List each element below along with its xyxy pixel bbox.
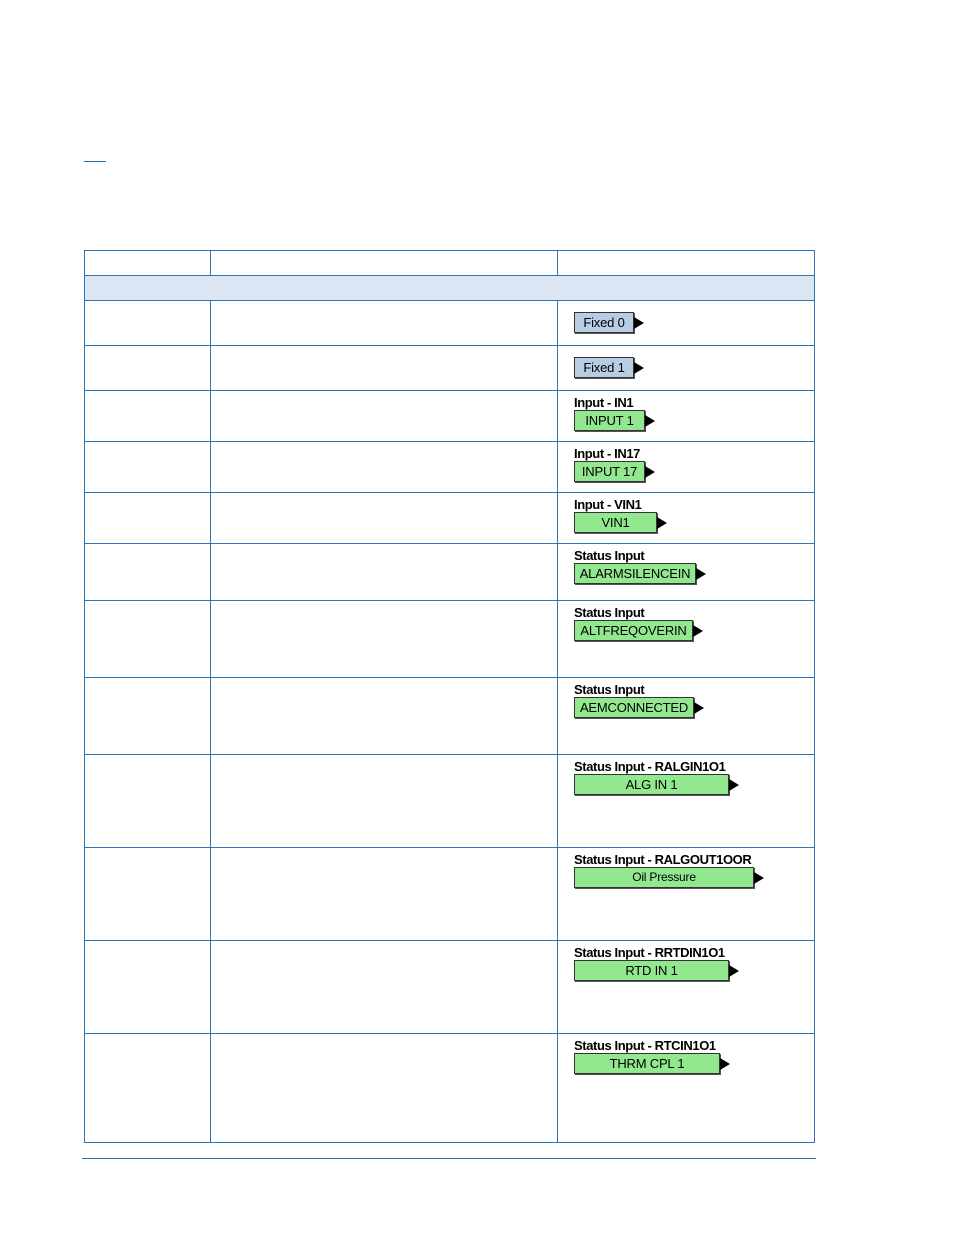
row-name — [85, 1034, 211, 1143]
output-arrow-icon — [634, 317, 644, 329]
element-title: Status Input - RALGOUT1OOR — [574, 852, 752, 867]
row-element-cell — [558, 755, 815, 848]
row-name — [85, 848, 211, 941]
section-row — [85, 276, 815, 301]
row-element-cell — [558, 442, 815, 493]
element-title: Status Input - RTCIN1O1 — [574, 1038, 716, 1053]
output-arrow-icon — [754, 872, 764, 884]
table-row — [85, 301, 815, 346]
table-row — [85, 544, 815, 601]
row-element-cell — [558, 848, 815, 941]
element-title: Status Input - RRTDIN1O1 — [574, 945, 725, 960]
logic-chip[interactable]: ALG IN 1 — [574, 774, 729, 795]
row-name — [85, 442, 211, 493]
element-title: Status Input — [574, 605, 645, 620]
output-arrow-icon — [693, 625, 703, 637]
logic-chip[interactable]: RTD IN 1 — [574, 960, 729, 981]
row-element-cell — [558, 544, 815, 601]
row-element-cell — [558, 493, 815, 544]
footer-divider — [82, 1158, 816, 1159]
row-name — [85, 678, 211, 755]
table-row — [85, 346, 815, 391]
row-description — [211, 442, 558, 493]
row-name — [85, 544, 211, 601]
row-description — [211, 601, 558, 678]
logic-chip[interactable]: INPUT 1 — [574, 410, 645, 431]
row-description — [211, 755, 558, 848]
header-cell-name — [85, 251, 211, 276]
header-cell-element — [558, 251, 815, 276]
row-element-cell — [558, 301, 815, 346]
row-description — [211, 346, 558, 391]
element-title: Input - VIN1 — [574, 497, 642, 512]
logic-chip[interactable]: INPUT 17 — [574, 461, 645, 482]
logic-chip[interactable]: Oil Pressure — [574, 867, 754, 888]
row-name — [85, 301, 211, 346]
row-name — [85, 493, 211, 544]
row-element-cell — [558, 941, 815, 1034]
element-title: Status Input — [574, 548, 645, 563]
element-title: Input - IN17 — [574, 446, 640, 461]
output-arrow-icon — [696, 568, 706, 580]
row-element-cell — [558, 346, 815, 391]
element-title: Status Input - RALGIN1O1 — [574, 759, 726, 774]
table-row — [85, 493, 815, 544]
table-header-row — [85, 251, 815, 276]
row-name — [85, 346, 211, 391]
logic-elements-table — [84, 250, 815, 1143]
output-arrow-icon — [729, 965, 739, 977]
row-name — [85, 601, 211, 678]
output-arrow-icon — [729, 779, 739, 791]
row-description — [211, 544, 558, 601]
table-row — [85, 391, 815, 442]
logic-chip[interactable]: Fixed 0 — [574, 312, 634, 333]
row-description — [211, 848, 558, 941]
row-description — [211, 941, 558, 1034]
row-element-cell — [558, 1034, 815, 1143]
logic-chip[interactable]: ALARMSILENCEIN — [574, 563, 696, 584]
table-row — [85, 848, 815, 941]
header-link-underline[interactable] — [84, 161, 106, 162]
header-cell-description — [211, 251, 558, 276]
output-arrow-icon — [694, 702, 704, 714]
row-name — [85, 941, 211, 1034]
table-row — [85, 941, 815, 1034]
output-arrow-icon — [720, 1058, 730, 1070]
row-element-cell — [558, 391, 815, 442]
logic-chip[interactable]: Fixed 1 — [574, 357, 634, 378]
element-title: Status Input — [574, 682, 645, 697]
logic-chip[interactable]: AEMCONNECTED — [574, 697, 694, 718]
output-arrow-icon — [645, 415, 655, 427]
logic-chip[interactable]: ALTFREQOVERIN — [574, 620, 693, 641]
row-name — [85, 391, 211, 442]
row-description — [211, 391, 558, 442]
output-arrow-icon — [645, 466, 655, 478]
output-arrow-icon — [657, 517, 667, 529]
row-element-cell — [558, 601, 815, 678]
row-element-cell — [558, 678, 815, 755]
row-description — [211, 301, 558, 346]
output-arrow-icon — [634, 362, 644, 374]
table-row — [85, 755, 815, 848]
logic-chip[interactable]: VIN1 — [574, 512, 657, 533]
element-title: Input - IN1 — [574, 395, 634, 410]
table-row — [85, 442, 815, 493]
row-description — [211, 678, 558, 755]
section-label — [85, 276, 815, 301]
row-description — [211, 1034, 558, 1143]
table-row — [85, 678, 815, 755]
logic-chip[interactable]: THRM CPL 1 — [574, 1053, 720, 1074]
row-description — [211, 493, 558, 544]
table-row — [85, 1034, 815, 1143]
row-name — [85, 755, 211, 848]
table-row — [85, 601, 815, 678]
